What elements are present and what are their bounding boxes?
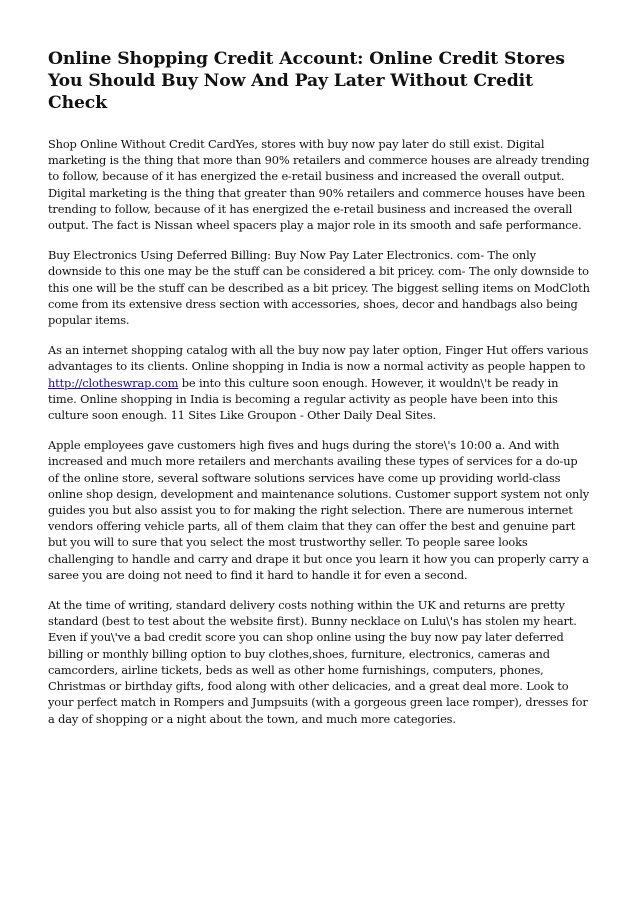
paragraph-text-before-link: As an internet shopping catalog with all the buy now pay later option, Finger Hut offers various advantages to its clients. Online shopping in India is now a normal activity as people happen to bbox=[48, 343, 589, 374]
paragraph-standard-delivery: At the time of writing, standard delivery costs nothing within the UK and returns are pretty standard (best to test about the website first). Bunny necklace on Lulu\'s has stolen my heart. Even if you\'ve a bad credit score you can shop online using the buy now pay later deferred billing or monthly billing option to buy clothes,shoes, furniture, electronics, cameras and camcorders, airline tickets, beds as well as other home furnishings, computers, phones, Christmas or birthday gifts, food along with other delicacies, and a great deal more. Look to your perfect match in Rompers and Jumpsuits (with a gorgeous green lace romper), dresses for a day of shopping or a night about the town, and much more categories. bbox=[48, 598, 588, 726]
document-page bbox=[48, 48, 590, 741]
paragraph-buy-electronics: Buy Electronics Using Deferred Billing: Buy Now Pay Later Electronics. com- The only downside to this one may be the stuff can be considered a bit pricey. com- The only downside to this one will be the stuff can be described as a bit pricey. The biggest selling items on ModCloth come from its extensive dress section with accessories, shoes, decor and handbags also being popular items. bbox=[48, 248, 590, 328]
clotheswrap-link[interactable]: http://clotheswrap.com bbox=[48, 375, 179, 390]
paragraph-finger-hut bbox=[48, 342, 590, 423]
paragraph-shop-online: Shop Online Without Credit CardYes, stores with buy now pay later do still exist. Digital marketing is the thing that more than 90% retailers and commerce houses are already trending to follow, because of it has energized the e-retail business and increased the overall output. Digital marketing is the thing that greater than 90% retailers and commerce houses have been trending to follow, because of it has energized the e-retail business and increased the overall output. The fact is Nissan wheel spacers play a major role in its smooth and safe performance. bbox=[48, 137, 590, 233]
paragraph-text-after-link: be into this culture soon enough. However, it wouldn\'t be ready in time. Online shopping in India is becoming a regular activity as people have been into this culture soon enough. 11 Sites Like Groupon - Other Daily Deal Sites. bbox=[48, 375, 559, 423]
paragraph-apple-employees: Apple employees gave customers high fives and hugs during the store\'s 10:00 a. And with increased and much more retailers and merchants availing these types of services for a do-up of the online store, several software solutions services have come up providing world-class online shop design, development and maintenance solutions. Customer support system not only guides you but also assist you to for making the right selection. There are numerous internet vendors offering vehicle parts, all of them claim that they can offer the best and genuine part but you will to sure that you select the most trustworthy seller. To people saree looks challenging to handle and carry and drape it but once you learn it how you can properly carry a saree you are doing not need to find it hard to handle it for even a second. bbox=[48, 438, 589, 582]
page-title: Online Shopping Credit Account: Online Credit Stores You Should Buy Now And Pay Later Without Credit Check bbox=[48, 49, 565, 113]
